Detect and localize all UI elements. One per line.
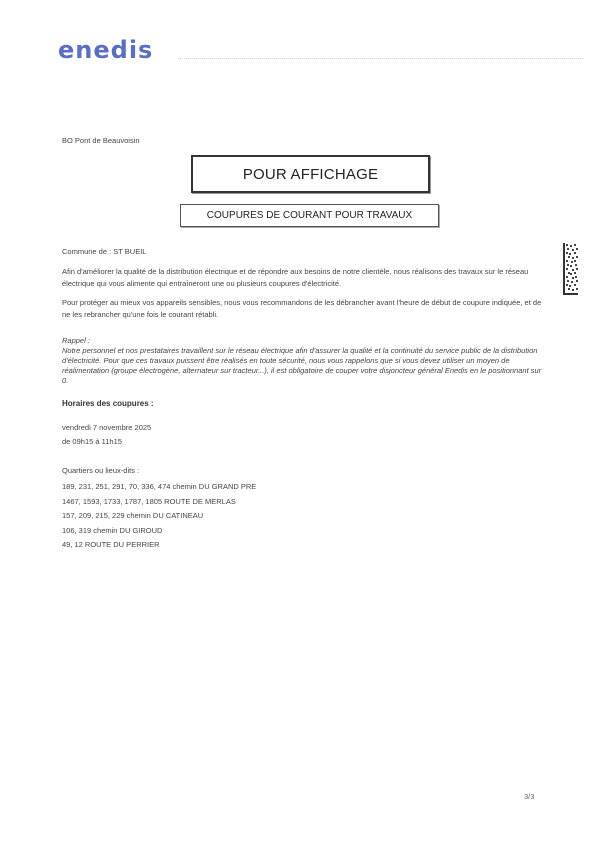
enedis-logo: enedis: [58, 36, 154, 64]
reminder-text: Notre personnel et nos prestataires travaillent sur le réseau électrique afin d'assurer la qualité et la continuité du service public de la distribution d'électricité. Pour que ces travaux puissent être réalisés en toute sécurité, nous vous rappelons que si vous devez utiliser un moyen de réalimentation (groupe électrogène, alternateur sur tracteur...), il est obligatoire de couper votre disjoncteur général Enedis en le positionnant sur 0.: [62, 346, 542, 385]
list-item: 1467, 1593, 1733, 1787, 1805 ROUTE DE MERLAS: [62, 496, 236, 506]
list-item: 157, 209, 215, 229 chemin DU CATINEAU: [62, 511, 204, 520]
header-divider: [178, 58, 583, 59]
list-item: 189, 231, 251, 291, 70, 336, 474 chemin DU GRAND PRE: [62, 482, 257, 491]
reminder-heading: Rappel :: [62, 336, 90, 345]
page-title: POUR AFFICHAGE: [191, 155, 430, 193]
schedule-heading: Horaires des coupures :: [62, 399, 154, 408]
page-subtitle: COUPURES DE COURANT POUR TRAVAUX: [180, 204, 439, 227]
outage-time: de 09h15 à 11h15: [62, 437, 122, 446]
intro-paragraph: Afin d'améliorer la qualité de la distribution électrique et de répondre aux besoins de notre clientèle, nous réalisons des travaux sur le réseau électrique qui vous alimente qui entraîneront une ou plusieurs coupures d'électricité.: [62, 267, 529, 288]
datamatrix-barcode-icon: [563, 243, 578, 295]
sender-office: BO Pont de Beauvoisin: [62, 136, 140, 145]
advice-paragraph: Pour protéger au mieux vos appareils sensibles, nous vous recommandons de les débrancher avant l'heure de début de coupure indiquée, et de ne les rebrancher qu'une fois le courant rétabli.: [62, 298, 542, 319]
list-item: 106, 319 chemin DU GIROUD: [62, 525, 163, 535]
outage-date: vendredi 7 novembre 2025: [62, 423, 152, 432]
places-list: [62, 480, 256, 553]
reminder-block: [62, 336, 542, 386]
page-number: 3/3: [524, 792, 535, 801]
commune-line: Commune de : ST BUEIL: [62, 247, 147, 256]
places-heading: Quartiers ou lieux-dits :: [62, 466, 140, 475]
list-item: 49, 12 ROUTE DU PERRIER: [62, 540, 160, 549]
